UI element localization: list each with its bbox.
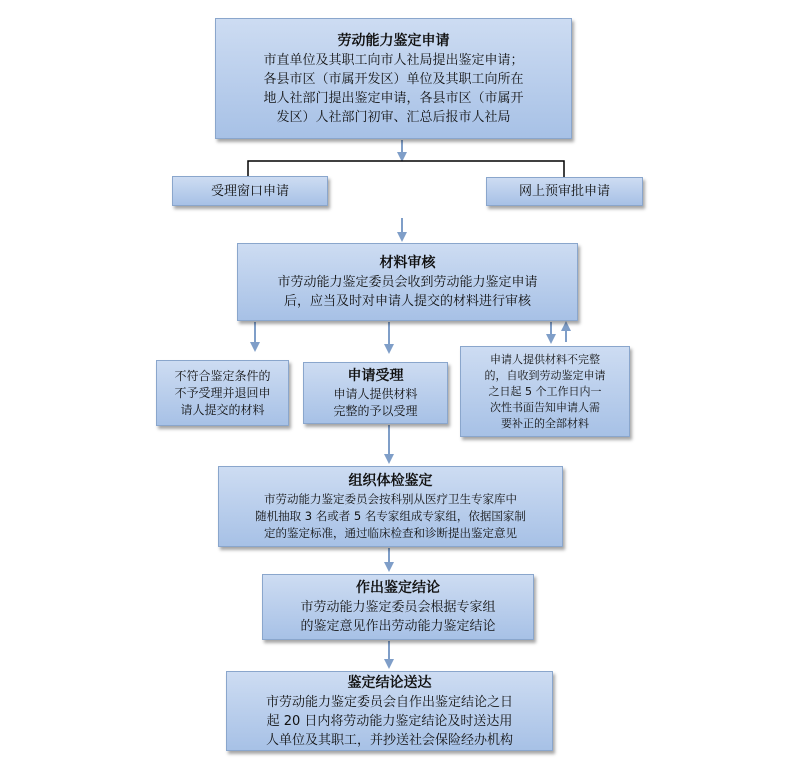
application-box <box>215 18 572 139</box>
medical-exam-line-2: 随机抽取 3 名或者 5 名专家组成专家组，依据国家制 <box>255 509 526 523</box>
delivery-box <box>226 671 553 751</box>
incomplete-line-5: 要补正的全部材料 <box>501 416 589 430</box>
medical-exam-line-1: 市劳动能力鉴定委员会按科别从医疗卫生专家库中 <box>264 492 517 506</box>
reject-line-3: 请人提交的材料 <box>180 402 265 417</box>
incomplete-box <box>460 346 630 437</box>
online-apply-label: 网上预审批申请 <box>518 184 610 199</box>
delivery-line-2: 起 20 日内将劳动能力鉴定结论及时送达用 <box>266 713 513 729</box>
material-review-line-1: 市劳动能力鉴定委员会收到劳动能力鉴定申请 <box>277 275 538 290</box>
conclusion-line-2: 的鉴定意见作出劳动能力鉴定结论 <box>300 619 496 634</box>
application-line-4: 发区）人社部门初审、汇总后报市人社局 <box>276 109 511 125</box>
reject-box <box>156 360 289 426</box>
window-apply-label: 受理窗口申请 <box>210 183 289 199</box>
conclusion-title: 作出鉴定结论 <box>356 580 440 596</box>
window-apply-box <box>172 176 328 206</box>
reject-line-2: 不予受理并退回申 <box>174 385 271 400</box>
reject-line-1: 不符合鉴定条件的 <box>174 368 271 383</box>
incomplete-line-1: 申请人提供材料不完整 <box>490 352 600 366</box>
accept-box <box>303 362 448 424</box>
conclusion-box <box>262 574 534 640</box>
accept-line-1: 申请人提供材料 <box>333 387 418 401</box>
conclusion-line-1: 市劳动能力鉴定委员会根据专家组 <box>300 600 496 615</box>
accept-line-2: 完整的予以受理 <box>333 404 418 418</box>
material-review-title: 材料审核 <box>379 255 436 271</box>
accept-title: 申请受理 <box>347 368 404 384</box>
material-review-line-2: 后，应当及时对申请人提交的材料进行审核 <box>283 294 531 309</box>
incomplete-line-4: 次性书面告知申请人需 <box>490 400 600 414</box>
medical-exam-box <box>218 466 563 547</box>
application-title: 劳动能力鉴定申请 <box>337 32 450 49</box>
medical-exam-line-3: 定的鉴定标准，通过临床检查和诊断提出鉴定意见 <box>264 526 517 540</box>
material-review-box <box>237 243 578 321</box>
application-line-3: 地人社部门提出鉴定申请，各县市区（市属开 <box>263 90 524 106</box>
medical-exam-title: 组织体检鉴定 <box>348 473 433 489</box>
delivery-line-3: 人单位及其职工，并抄送社会保险经办机构 <box>265 732 513 748</box>
application-line-2: 各县市区（市属开发区）单位及其职工向所在 <box>263 71 524 87</box>
delivery-title: 鉴定结论送达 <box>347 674 432 691</box>
online-apply-box <box>486 177 643 206</box>
delivery-line-1: 市劳动能力鉴定委员会自作出鉴定结论之日 <box>265 694 513 710</box>
incomplete-line-3: 之日起 5 个工作日内一 <box>488 384 602 398</box>
incomplete-line-2: 的，自收到劳动鉴定申请 <box>484 368 606 382</box>
application-line-1: 市直单位及其职工向市人社局提出鉴定申请； <box>263 52 524 68</box>
